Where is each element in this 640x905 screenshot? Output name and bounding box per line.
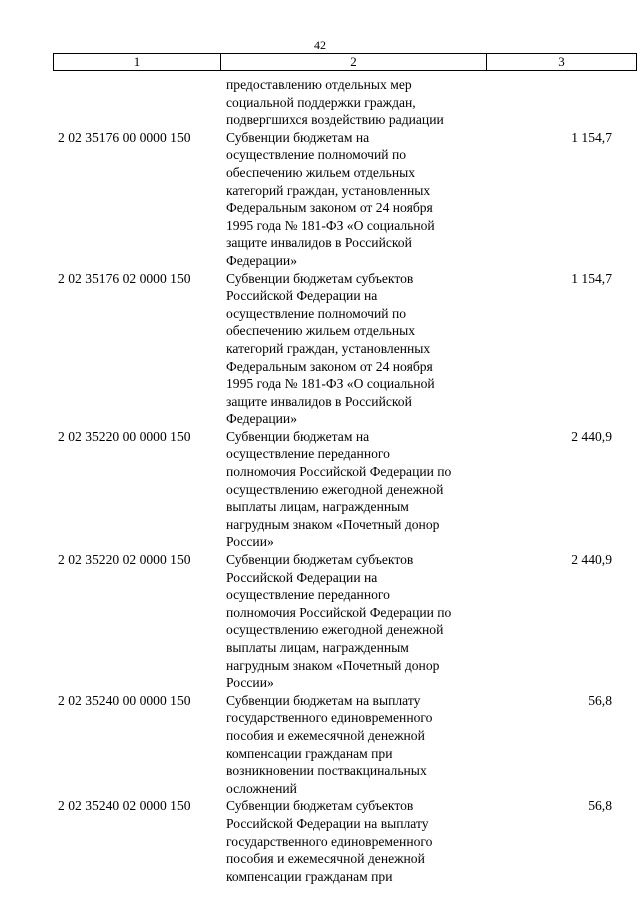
description-line: полномочия Российской Федерации по — [226, 604, 452, 620]
table-body — [0, 76, 640, 885]
amount: 2 440,9 — [571, 552, 612, 568]
description-line: государственного единовременного — [226, 833, 433, 849]
table-row — [0, 270, 640, 428]
table-row — [0, 797, 640, 885]
row-description — [226, 129, 626, 270]
description-line: осуществление переданного — [226, 446, 390, 462]
continuation-description — [226, 76, 626, 129]
table-row — [0, 129, 640, 270]
description-line: подвергшихся воздействию радиации — [226, 112, 444, 128]
description-line: 1995 года № 181-ФЗ «О социальной — [226, 376, 435, 392]
row-description — [226, 551, 626, 692]
description-line: защите инвалидов в Российской — [226, 235, 412, 251]
budget-code: 2 02 35240 02 0000 150 — [58, 798, 191, 814]
description-line: Субвенции бюджетам на — [226, 129, 370, 145]
amount: 1 154,7 — [571, 129, 612, 145]
budget-code: 2 02 35176 00 0000 150 — [58, 129, 191, 145]
table-row — [0, 428, 640, 551]
description-line: выплаты лицам, награжденным — [226, 499, 409, 515]
description-line: Федерации» — [226, 252, 297, 268]
description-line: Субвенции бюджетам субъектов — [226, 270, 414, 286]
description-line: осложнений — [226, 780, 297, 796]
description-line: возникновении поствакцинальных — [226, 763, 427, 779]
header-col-2: 2 — [221, 54, 487, 70]
description-line: Федеральным законом от 24 ноября — [226, 358, 433, 374]
table-row — [0, 551, 640, 692]
table-header — [53, 53, 637, 71]
description-line: осуществление полномочий по — [226, 305, 407, 321]
description-line: компенсации гражданам при — [226, 868, 393, 884]
description-line: осуществление переданного — [226, 587, 390, 603]
description-line: осуществление полномочий по — [226, 147, 407, 163]
description-line: предоставлению отдельных мер — [226, 77, 412, 92]
description-line: Российской Федерации на — [226, 569, 378, 585]
row-description — [226, 270, 626, 428]
row-description — [226, 797, 626, 885]
description-line: Субвенции бюджетам на выплату — [226, 692, 421, 708]
page-number: 42 — [314, 38, 326, 52]
header-col-1: 1 — [54, 54, 221, 70]
description-line: выплаты лицам, награжденным — [226, 640, 409, 655]
description-line: государственного единовременного — [226, 710, 433, 726]
description-line: обеспечению жильем отдельных — [226, 323, 416, 339]
description-line: защите инвалидов в Российской — [226, 393, 412, 409]
budget-code: 2 02 35220 02 0000 150 — [58, 552, 191, 568]
description-line: обеспечению жильем отдельных — [226, 164, 416, 180]
amount: 1 154,7 — [571, 270, 612, 286]
continuation-row — [0, 76, 640, 129]
header-col-3: 3 — [558, 54, 565, 69]
description-line: Субвенции бюджетам субъектов — [226, 798, 414, 814]
description-line: Федеральным законом от 24 ноября — [226, 200, 433, 216]
description-line: Субвенции бюджетам субъектов — [226, 552, 414, 568]
amount: 56,8 — [588, 692, 612, 708]
amount: 2 440,9 — [571, 428, 612, 444]
row-description — [226, 428, 626, 551]
description-line: полномочия Российской Федерации по — [226, 464, 452, 480]
description-line: нагрудным знаком «Почетный донор — [226, 516, 440, 532]
description-line: Субвенции бюджетам на — [226, 428, 370, 444]
description-line: нагрудным знаком «Почетный донор — [226, 657, 440, 673]
description-line: категорий граждан, установленных — [226, 340, 431, 356]
budget-code: 2 02 35240 00 0000 150 — [58, 692, 191, 708]
amount: 56,8 — [588, 798, 612, 814]
description-line: пособия и ежемесячной денежной — [226, 851, 425, 867]
description-line: Российской Федерации на — [226, 288, 378, 304]
description-line: социальной поддержки граждан, — [226, 94, 416, 110]
description-line: России» — [226, 675, 274, 691]
description-line: категорий граждан, установленных — [226, 182, 431, 198]
description-line: Федерации» — [226, 411, 297, 427]
row-description — [226, 692, 626, 798]
budget-code: 2 02 35176 02 0000 150 — [58, 270, 191, 286]
description-line: пособия и ежемесячной денежной — [226, 727, 425, 743]
description-line: осуществлению ежегодной денежной — [226, 622, 444, 638]
description-line: России» — [226, 534, 274, 550]
description-line: осуществлению ежегодной денежной — [226, 481, 444, 497]
description-line: компенсации гражданам при — [226, 745, 393, 761]
budget-code: 2 02 35220 00 0000 150 — [58, 428, 191, 444]
description-line: Российской Федерации на выплату — [226, 815, 429, 831]
description-line: 1995 года № 181-ФЗ «О социальной — [226, 217, 435, 233]
table-row — [0, 692, 640, 798]
